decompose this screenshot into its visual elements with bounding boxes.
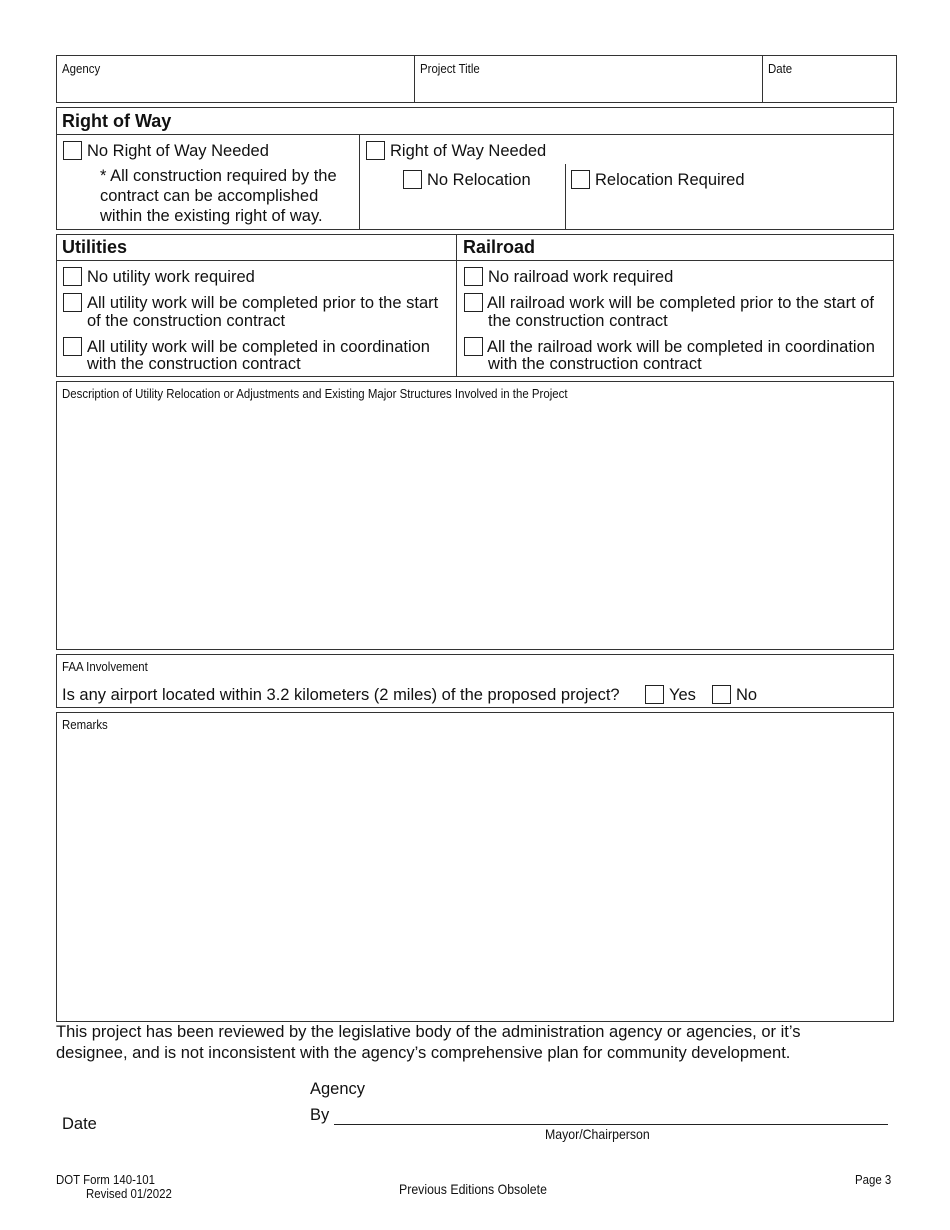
relocation-divider	[565, 164, 566, 230]
utility-none-checkbox[interactable]	[63, 267, 82, 286]
remarks-label: Remarks	[62, 717, 108, 732]
certification-line2: designee, and is not inconsistent with the agency’s comprehensive plan for community development.	[56, 1044, 791, 1062]
row-note-line3: within the existing right of way.	[100, 207, 323, 225]
railroad-title: Railroad	[463, 237, 536, 257]
remarks-field[interactable]	[60, 737, 894, 1021]
right-of-way-title: Right of Way	[62, 111, 172, 131]
description-label: Description of Utility Relocation or Adjustments and Existing Major Structures Involved in the Project	[62, 386, 568, 401]
faa-yes-checkbox[interactable]	[645, 685, 664, 704]
utility-coordination-label-line1: All utility work will be completed in coordination	[87, 338, 430, 356]
relocation-required-checkbox[interactable]	[571, 170, 590, 189]
form-number: DOT Form 140-101	[56, 1172, 155, 1187]
header-divider-2	[762, 55, 763, 103]
signature-date-label: Date	[62, 1115, 97, 1133]
railroad-prior-label-line1: All railroad work will be completed prior to the start of	[487, 294, 874, 312]
signature-agency-label: Agency	[310, 1080, 366, 1098]
railroad-none-checkbox[interactable]	[464, 267, 483, 286]
utilities-railroad-divider	[456, 234, 457, 377]
signature-field[interactable]	[336, 1102, 890, 1124]
row-needed-checkbox[interactable]	[366, 141, 385, 160]
utilities-header-line	[56, 260, 894, 261]
page-number: Page 3	[855, 1172, 892, 1187]
row-note-line2: contract can be accomplished	[100, 187, 319, 205]
utilities-title: Utilities	[62, 237, 128, 257]
faa-yes-label: Yes	[669, 686, 696, 704]
railroad-coordination-label-line1: All the railroad work will be completed in coordination	[487, 338, 875, 356]
utility-prior-label-line2: of the construction contract	[87, 312, 286, 330]
previous-editions-note: Previous Editions Obsolete	[399, 1181, 547, 1197]
project-title-label: Project Title	[420, 61, 480, 76]
railroad-none-label: No railroad work required	[488, 268, 674, 286]
signer-caption: Mayor/Chairperson	[545, 1126, 650, 1142]
railroad-coordination-checkbox[interactable]	[464, 337, 483, 356]
certification-line1: This project has been reviewed by the legislative body of the administration agency or agencies, or it’s	[56, 1023, 801, 1041]
relocation-required-label: Relocation Required	[595, 171, 745, 189]
row-needed-label: Right of Way Needed	[390, 142, 547, 160]
header-divider-1	[414, 55, 415, 103]
project-title-field[interactable]	[418, 79, 762, 103]
railroad-coordination-label-line2: with the construction contract	[488, 355, 702, 373]
faa-no-checkbox[interactable]	[712, 685, 731, 704]
utility-prior-checkbox[interactable]	[63, 293, 82, 312]
row-note-line1: * All construction required by the	[100, 167, 337, 185]
signature-by-label: By	[310, 1106, 330, 1124]
date-label: Date	[768, 61, 793, 76]
no-relocation-checkbox[interactable]	[403, 170, 422, 189]
utility-coordination-checkbox[interactable]	[63, 337, 82, 356]
faa-label: FAA Involvement	[62, 659, 148, 674]
right-of-way-divider	[359, 134, 360, 230]
faa-question: Is any airport located within 3.2 kilometers (2 miles) of the proposed project?	[62, 686, 620, 704]
no-row-needed-checkbox[interactable]	[63, 141, 82, 160]
railroad-prior-label-line2: the construction contract	[488, 312, 668, 330]
agency-field[interactable]	[60, 79, 414, 103]
description-field[interactable]	[60, 406, 894, 650]
signature-line	[334, 1124, 888, 1125]
railroad-prior-checkbox[interactable]	[464, 293, 483, 312]
right-of-way-header-line	[56, 134, 894, 135]
no-relocation-label: No Relocation	[427, 171, 531, 189]
utility-prior-label-line1: All utility work will be completed prior to the start	[87, 294, 439, 312]
no-row-needed-label: No Right of Way Needed	[87, 142, 269, 160]
date-field[interactable]	[766, 79, 896, 103]
form-revised: Revised 01/2022	[86, 1186, 172, 1201]
utility-none-label: No utility work required	[87, 268, 255, 286]
faa-no-label: No	[736, 686, 758, 704]
agency-label: Agency	[62, 61, 101, 76]
utility-coordination-label-line2: with the construction contract	[87, 355, 301, 373]
